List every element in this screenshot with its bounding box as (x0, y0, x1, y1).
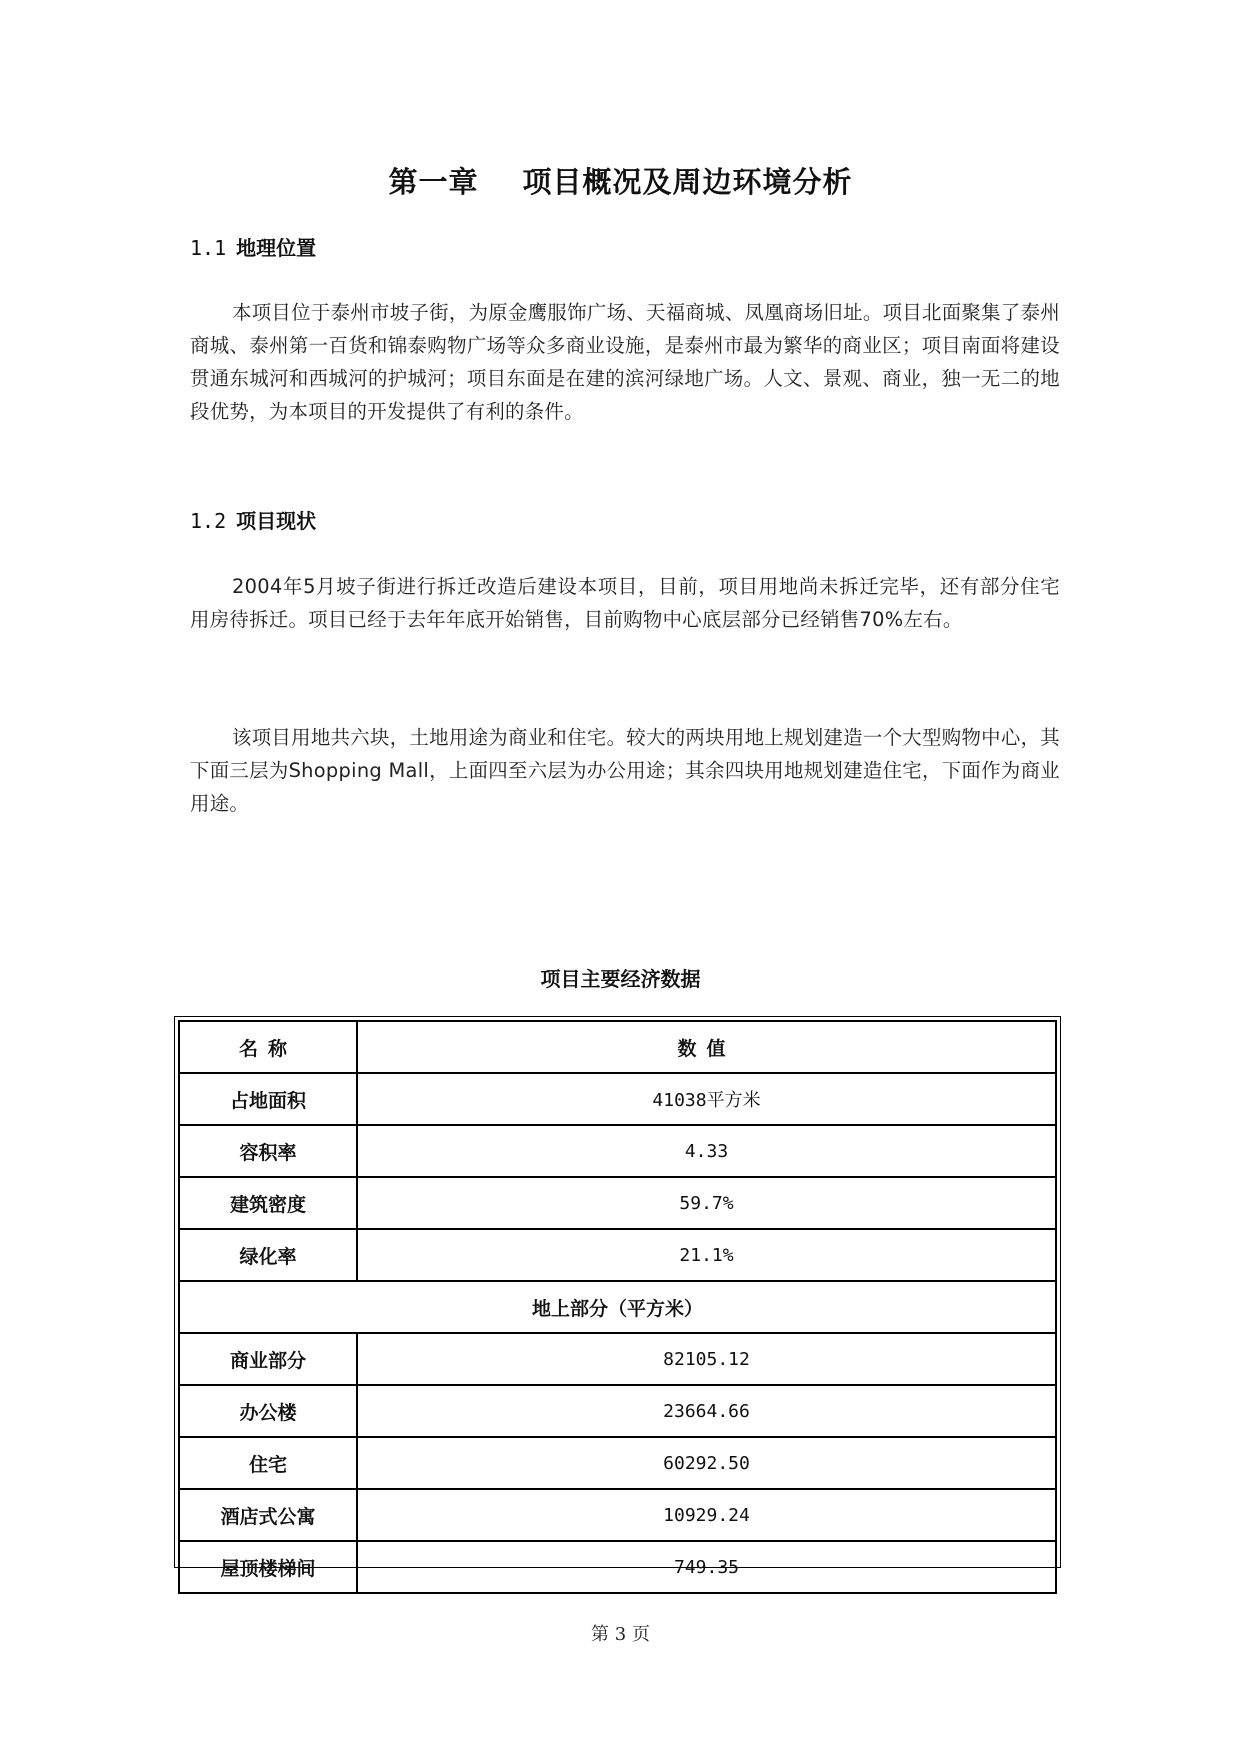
row-value-cell: 4.33 (357, 1125, 1056, 1177)
row-name-cell: 商业部分 (179, 1333, 357, 1385)
row-name-cell: 酒店式公寓 (179, 1489, 357, 1541)
table-row (179, 1489, 1056, 1541)
table-row (179, 1437, 1056, 1489)
row-name-cell: 办公楼 (179, 1385, 357, 1437)
section-number: 1.1 (190, 236, 227, 260)
table-row (179, 1385, 1056, 1437)
table-row (179, 1541, 1056, 1593)
economic-data-table-frame (174, 1016, 1061, 1580)
chapter-label: 第一章 (388, 165, 479, 199)
row-value-cell: 60292.50 (357, 1437, 1056, 1489)
table-header-row (179, 1021, 1056, 1073)
row-value-cell: 749.35 (357, 1541, 1056, 1593)
economic-data-table (178, 1020, 1057, 1594)
row-value-cell: 23664.66 (357, 1385, 1056, 1437)
row-value-cell: 41038平方米 (357, 1073, 1056, 1125)
row-value-cell: 59.7% (357, 1177, 1056, 1229)
row-name-cell: 建筑密度 (179, 1177, 357, 1229)
table-row (179, 1125, 1056, 1177)
row-value-cell: 21.1% (357, 1229, 1056, 1281)
row-value-cell: 82105.12 (357, 1333, 1056, 1385)
header-value-cell: 数值 (357, 1021, 1056, 1073)
section-title: 项目现状 (236, 509, 317, 533)
row-value-cell: 10929.24 (357, 1489, 1056, 1541)
section-number: 1.2 (190, 509, 227, 533)
chapter-title (0, 160, 1241, 201)
row-name-cell: 容积率 (179, 1125, 357, 1177)
row-name-cell: 占地面积 (179, 1073, 357, 1125)
paragraph-location: 本项目位于泰州市坡子街，为原金鹰服饰广场、天福商城、凤凰商场旧址。项目北面聚集了泰州商城、泰州第一百货和锦泰购物广场等众多商业设施，是泰州市最为繁华的商业区；项目南面将建设贯通东城河和西城河的护城河；项目东面是在建的滨河绿地广场。人文、景观、商业，独一无二的地段优势，为本项目的开发提供了有利的条件。 (190, 301, 1060, 423)
section-heading-1-2 (190, 505, 316, 534)
table-row (179, 1177, 1056, 1229)
section-heading-1-1 (190, 232, 316, 261)
row-name-cell: 屋顶楼梯间 (179, 1541, 357, 1593)
table-caption: 项目主要经济数据 (540, 967, 701, 991)
paragraph-status: 2004年5月坡子街进行拆迁改造后建设本项目，目前，项目用地尚未拆迁完毕，还有部分住宅用房待拆迁。项目已经于去年年底开始销售，目前购物中心底层部分已经销售70%左右。 (190, 575, 1060, 631)
table-row (179, 1073, 1056, 1125)
row-name-cell: 住宅 (179, 1437, 357, 1489)
table-section-row (179, 1281, 1056, 1333)
paragraph-land-use: 该项目用地共六块，土地用途为商业和住宅。较大的两块用地上规划建造一个大型购物中心，其下面三层为Shopping Mall，上面四至六层为办公用途；其余四块用地规划建造住宅，下面作为商业用途。 (190, 726, 1060, 815)
table-row (179, 1333, 1056, 1385)
section-label-cell: 地上部分（平方米） (179, 1281, 1056, 1333)
page-number: 第 3 页 (591, 1624, 650, 1645)
section-title: 地理位置 (236, 236, 317, 260)
header-name-cell: 名称 (179, 1021, 357, 1073)
row-name-cell: 绿化率 (179, 1229, 357, 1281)
table-row (179, 1229, 1056, 1281)
chapter-name: 项目概况及周边环境分析 (522, 165, 853, 199)
